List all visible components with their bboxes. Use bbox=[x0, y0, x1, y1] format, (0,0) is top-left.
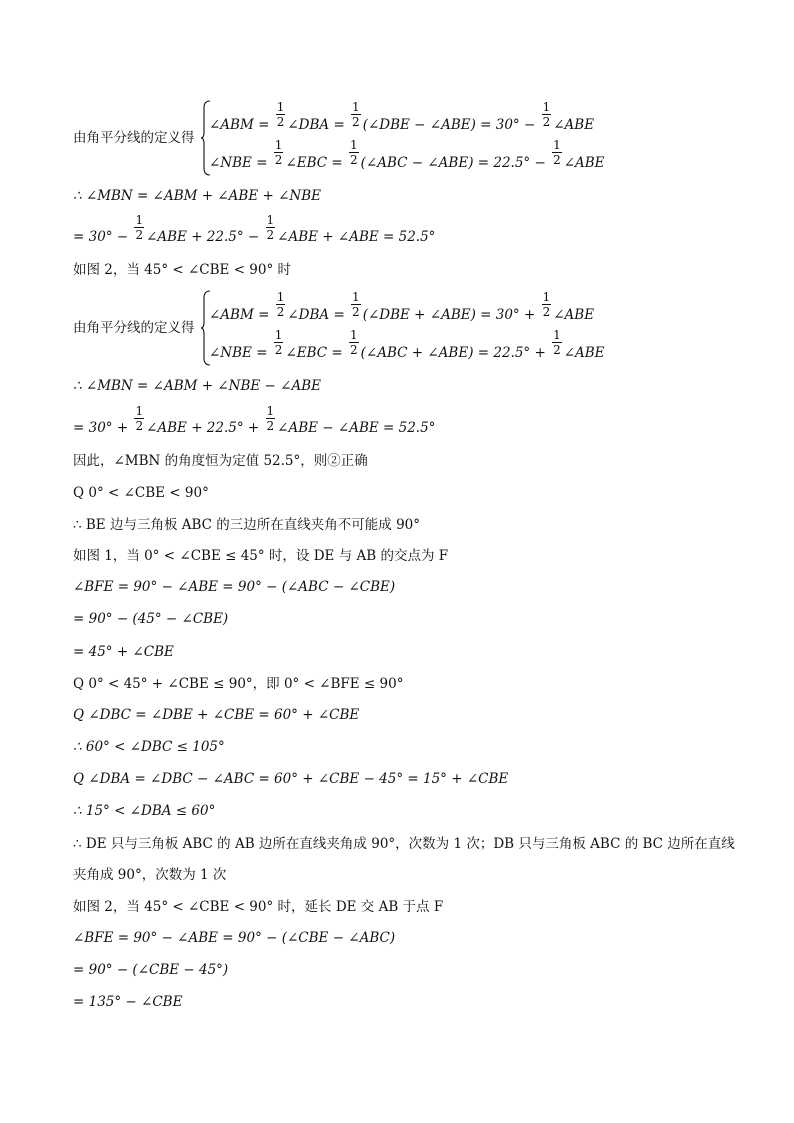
text-line: ∠BFE = 90° − ∠ABE = 90° − (∠ABC − ∠CBE) bbox=[73, 579, 396, 595]
equation-line: = 30° + $\frac{1}{2}$ ∠ABE + 22.5° + $\frac{1}{2}$ ∠ABE − ∠ABE = 52.5° bbox=[73, 404, 436, 436]
text-line: = 90° − (∠CBE − 45°) bbox=[73, 962, 229, 978]
fraction: $\frac{1}{2}$ bbox=[276, 290, 285, 319]
text-line: ∴ BE 边与三角板 ABC 的三边所在直线夹角不可能成 90° bbox=[73, 517, 420, 533]
text-line: = 135° − ∠CBE bbox=[73, 994, 183, 1010]
text-line: ∴ DE 只与三角板 ABC 的 AB 边所在直线夹角成 90°，次数为 1 次；DB 只与三角板 ABC 的 BC 边所在直线 bbox=[73, 836, 735, 852]
fraction: $\frac{1}{2}$ bbox=[276, 100, 285, 129]
fraction: $\frac{1}{2}$ bbox=[350, 328, 358, 357]
text-line: ∴ 60° < ∠DBC ≤ 105° bbox=[73, 739, 225, 755]
text-line: ∴ ∠MBN = ∠ABM + ∠ABE + ∠NBE bbox=[73, 188, 321, 204]
system-row: ∠ABM = $\frac{1}{2}$ ∠DBA = $\frac{1}{2}$ (∠DBE − ∠ABE) = 30° − $\frac{1}{2}$ ∠ABE bbox=[209, 100, 595, 133]
fraction: $\frac{1}{2}$ bbox=[553, 138, 561, 167]
text-line: Q ∠DBA = ∠DBC − ∠ABC = 60° + ∠CBE − 45° = 15° + ∠CBE bbox=[73, 771, 509, 787]
system-lead-text: 由角平分线的定义得 bbox=[73, 320, 195, 336]
fraction: $\frac{1}{2}$ bbox=[274, 138, 283, 167]
text-line: = 90° − (45° − ∠CBE) bbox=[73, 611, 229, 627]
text-line: ∴ ∠MBN = ∠ABM + ∠NBE − ∠ABE bbox=[73, 378, 321, 394]
system-row: ∠NBE = $\frac{1}{2}$ ∠EBC = $\frac{1}{2}$ (∠ABC + ∠ABE) = 22.5° + $\frac{1}{2}$ ∠ABE bbox=[209, 328, 605, 361]
fraction: $\frac{1}{2}$ bbox=[350, 138, 358, 167]
fraction: $\frac{1}{2}$ bbox=[274, 328, 283, 357]
text-line: 因此，∠MBN 的角度恒为定值 52.5°，则②正确 bbox=[73, 453, 368, 469]
fraction: $\frac{1}{2}$ bbox=[553, 328, 561, 357]
equation-system-1 bbox=[73, 100, 773, 176]
system-row: ∠NBE = $\frac{1}{2}$ ∠EBC = $\frac{1}{2}$ (∠ABC − ∠ABE) = 22.5° − $\frac{1}{2}$ ∠ABE bbox=[209, 138, 605, 171]
text-line: 如图 1，当 0° < ∠CBE ≤ 45° 时，设 DE 与 AB 的交点为 F bbox=[73, 548, 449, 564]
fraction: $\frac{1}{2}$ bbox=[352, 100, 360, 129]
system-lead-text: 由角平分线的定义得 bbox=[73, 130, 195, 146]
fraction: $\frac{1}{2}$ bbox=[542, 100, 551, 129]
text-line: 如图 2，当 45° < ∠CBE < 90° 时，延长 DE 交 AB 于点 F bbox=[73, 899, 444, 915]
system-row: ∠ABM = $\frac{1}{2}$ ∠DBA = $\frac{1}{2}$ (∠DBE + ∠ABE) = 30° + $\frac{1}{2}$ ∠ABE bbox=[209, 290, 595, 323]
equation-system-2 bbox=[73, 290, 773, 366]
text-line: = 45° + ∠CBE bbox=[73, 644, 174, 660]
equation-line: = 30° − $\frac{1}{2}$ ∠ABE + 22.5° − $\frac{1}{2}$ ∠ABE + ∠ABE = 52.5° bbox=[73, 213, 436, 245]
fraction: $\frac{1}{2}$ bbox=[542, 290, 551, 319]
text-line: 夹角成 90°，次数为 1 次 bbox=[73, 867, 227, 883]
fraction: $\frac{1}{2}$ bbox=[135, 213, 144, 242]
text-line: 如图 2，当 45° < ∠CBE < 90° 时 bbox=[73, 262, 292, 278]
fraction: $\frac{1}{2}$ bbox=[266, 404, 275, 433]
text-line: Q 0° < ∠CBE < 90° bbox=[73, 485, 209, 501]
text-line: Q ∠DBC = ∠DBE + ∠CBE = 60° + ∠CBE bbox=[73, 707, 360, 723]
text-line: ∴ 15° < ∠DBA ≤ 60° bbox=[73, 803, 216, 819]
fraction: $\frac{1}{2}$ bbox=[266, 213, 275, 242]
text-line: Q 0° < 45° + ∠CBE ≤ 90°，即 0° < ∠BFE ≤ 90° bbox=[73, 676, 404, 692]
fraction: $\frac{1}{2}$ bbox=[135, 404, 144, 433]
text-line: ∠BFE = 90° − ∠ABE = 90° − (∠CBE − ∠ABC) bbox=[73, 930, 396, 946]
fraction: $\frac{1}{2}$ bbox=[352, 290, 360, 319]
